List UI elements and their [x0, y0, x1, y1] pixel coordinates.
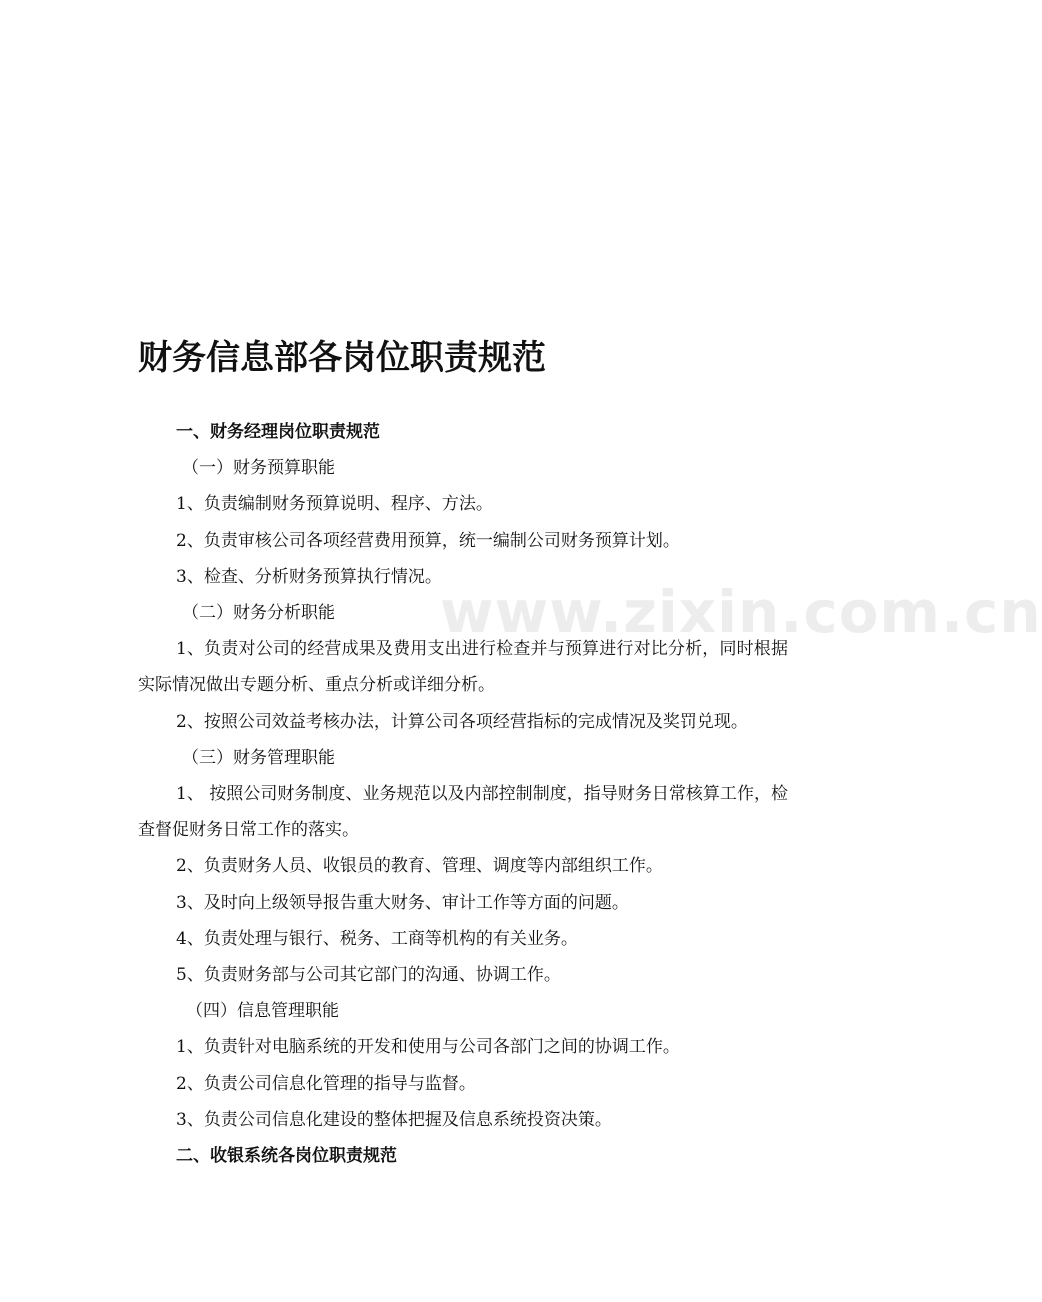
list-item: 1、负责对公司的经营成果及费用支出进行检查并与预算进行对比分析，同时根据实际情况做出专题分析、重点分析或详细分析。 [138, 639, 788, 696]
list-item: 2、按照公司效益考核办法，计算公司各项经营指标的完成情况及奖罚兑现。 [176, 711, 748, 732]
list-item: 2、负责公司信息化管理的指导与监督。 [176, 1073, 476, 1094]
list-item: 2、负责财务人员、收银员的教育、管理、调度等内部组织工作。 [176, 856, 663, 877]
list-item: 3、负责公司信息化建设的整体把握及信息系统投资决策。 [176, 1109, 612, 1130]
page-title: 财务信息部各岗位职责规范 [138, 338, 546, 378]
subsection-heading-budget: （一）财务预算职能 [182, 458, 335, 479]
list-item: 3、检查、分析财务预算执行情况。 [176, 566, 442, 587]
list-item: 2、负责审核公司各项经营费用预算，统一编制公司财务预算计划。 [176, 530, 680, 551]
list-item: 1、负责编制财务预算说明、程序、方法。 [176, 494, 493, 515]
list-item: 1、 按照公司财务制度、业务规范以及内部控制制度，指导财务日常核算工作，检查督促财务日常工作的落实。 [138, 784, 788, 841]
list-item: 1、负责针对电脑系统的开发和使用与公司各部门之间的协调工作。 [176, 1037, 680, 1058]
subsection-heading-info: （四）信息管理职能 [186, 1001, 339, 1022]
watermark: www.zixin.com.cn [440, 578, 1042, 646]
document-body [138, 414, 788, 1174]
section-heading-1: 一、财务经理岗位职责规范 [176, 422, 380, 442]
list-item: 3、及时向上级领导报告重大财务、审计工作等方面的问题。 [176, 892, 629, 913]
section-heading-2: 二、收银系统各岗位职责规范 [176, 1146, 397, 1167]
subsection-heading-analysis: （二）财务分析职能 [182, 603, 335, 624]
list-item: 4、负责处理与银行、税务、工商等机构的有关业务。 [176, 928, 578, 949]
list-item: 5、负责财务部与公司其它部门的沟通、协调工作。 [176, 965, 561, 986]
subsection-heading-management: （三）财务管理职能 [182, 747, 335, 768]
